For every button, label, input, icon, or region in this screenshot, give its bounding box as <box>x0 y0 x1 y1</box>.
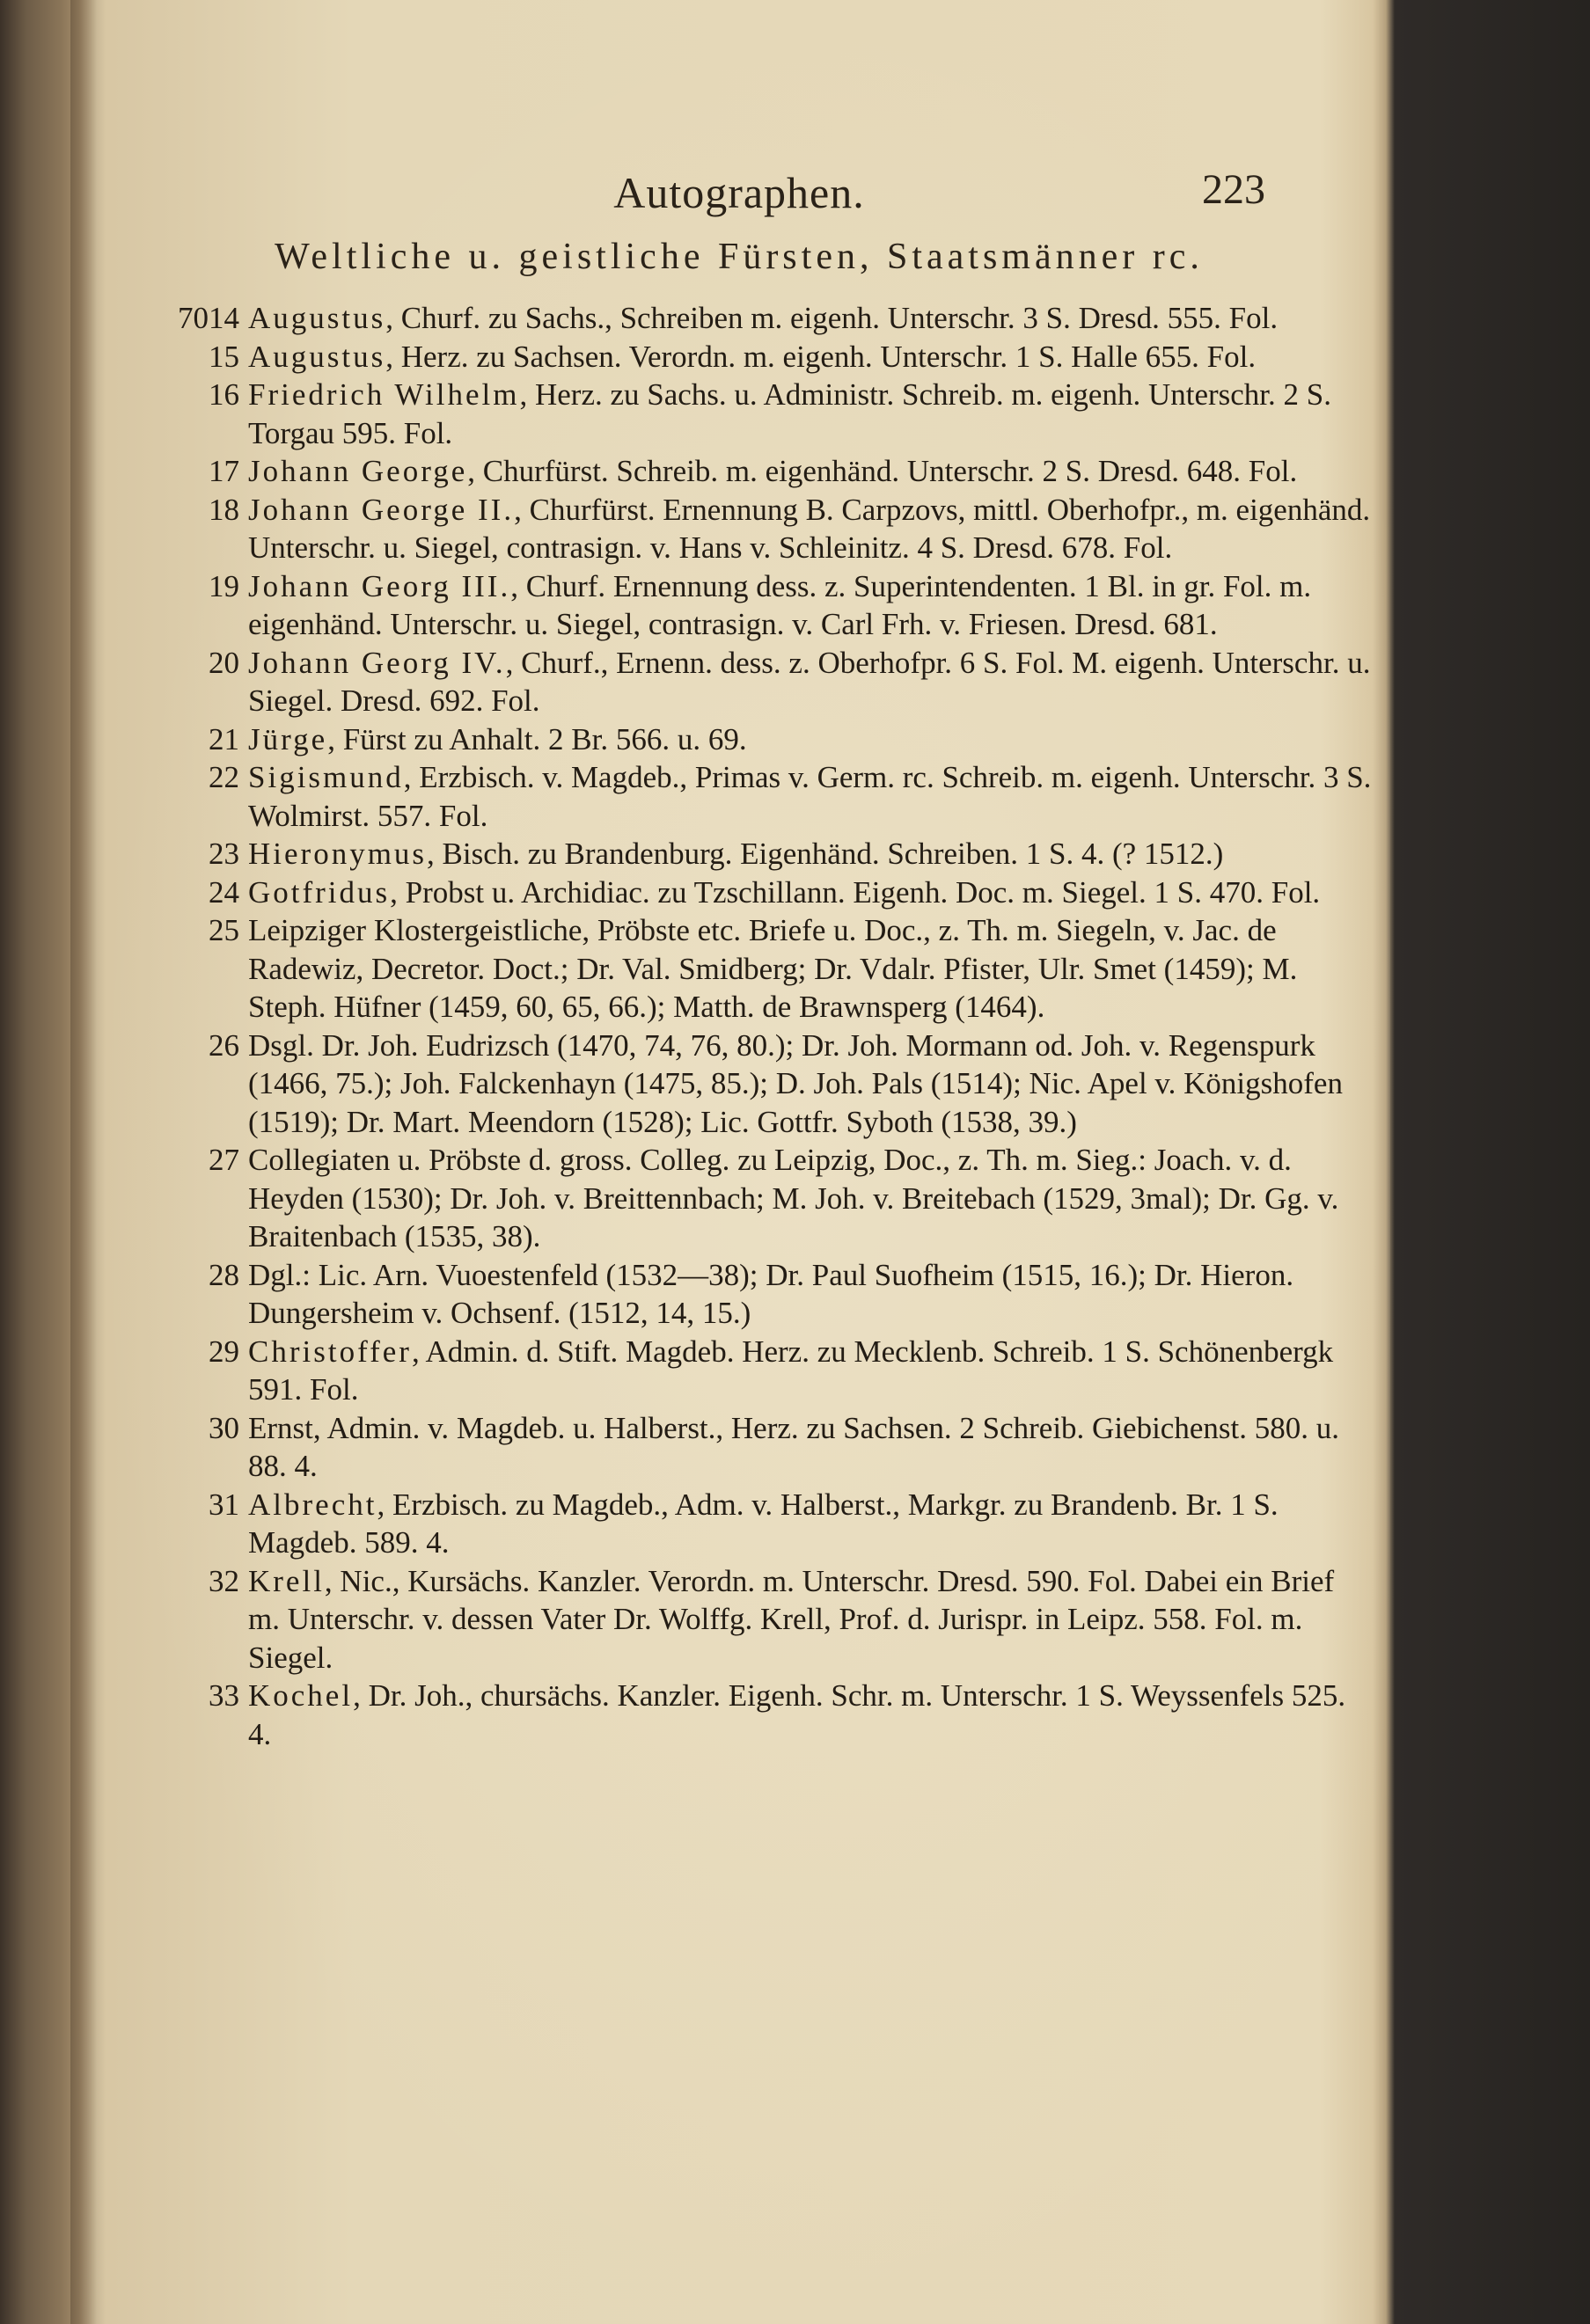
entry-number: 19 <box>209 568 239 603</box>
entry-lead: Sigismund <box>248 760 404 794</box>
entry-lead: Albrecht <box>248 1487 377 1522</box>
entry-number: 24 <box>209 874 239 910</box>
entry-number: 29 <box>209 1334 239 1369</box>
catalog-entry <box>194 1256 1373 1333</box>
entry-number: 25 <box>209 913 239 947</box>
entry-text: , Erzbisch. v. Magdeb., Primas v. Germ. rc. Schreib. m. eigenh. Unterschr. 3 S. Wolmirst. 557. Fol. <box>248 760 1372 833</box>
page-number: 223 <box>1202 166 1265 213</box>
entry-number: 33 <box>209 1678 239 1713</box>
catalog-entry <box>194 644 1373 720</box>
catalog-entry <box>194 911 1373 1027</box>
entry-text: , Probst u. Archidiac. zu Tzschillann. Eigenh. Doc. m. Siegel. 1 S. 470. Fol. <box>390 874 1321 910</box>
entry-lead: Jürge <box>248 721 328 756</box>
running-header-title: Autographen. <box>613 168 865 217</box>
entry-text: , Dr. Joh., chursächs. Kanzler. Eigenh. Schr. m. Unterschr. 1 S. Weyssenfels 525. 4. <box>248 1678 1346 1751</box>
entry-text: , Nic., Kursächs. Kanzler. Verordn. m. Unterschr. Dresd. 590. Fol. Dabei ein Brief m. Unterschr. v. dessen Vater Dr. Wolffg. Krell, Prof. d. Jurispr. in Leipz. 558. Fol. m. Siegel. <box>248 1563 1335 1675</box>
entry-text: , Churfürst. Schreib. m. eigenhänd. Unterschr. 2 S. Dresd. 648. Fol. <box>467 454 1298 488</box>
entry-text: , Fürst zu Anhalt. 2 Br. 566. u. 69. <box>327 721 747 756</box>
catalog-entry <box>178 299 1373 338</box>
entry-text: , Churf. Ernennung dess. z. Superintendenten. 1 Bl. in gr. Fol. m. eigenhänd. Unterschr. u. Siegel, contrasign. v. Carl Frh. v. Friesen. Dresd. 681. <box>248 568 1312 641</box>
entry-lead: Johann George II. <box>248 492 515 527</box>
catalog-entry <box>194 338 1373 376</box>
entry-lead: Johann Georg IV. <box>248 645 506 680</box>
entry-number: 20 <box>209 645 239 680</box>
section-heading: Weltliche u. geistliche Fürsten, Staatsmänner rc. <box>275 237 1204 277</box>
catalog-entry <box>194 452 1373 491</box>
entry-text: , Admin. d. Stift. Magdeb. Herz. zu Mecklenb. Schreib. 1 S. Schönenbergk 591. Fol. <box>248 1334 1334 1407</box>
catalog-entry <box>194 1486 1373 1562</box>
entry-lead: Augustus <box>248 339 386 374</box>
entry-text: , Erzbisch. zu Magdeb., Adm. v. Halberst., Markgr. zu Brandenb. Br. 1 S. Magdeb. 589. 4. <box>248 1487 1279 1560</box>
entry-lead: Christoffer <box>248 1334 412 1369</box>
entry-number: 23 <box>209 837 239 871</box>
entry-number: 22 <box>209 760 239 794</box>
entry-lead: Augustus <box>248 301 386 335</box>
entry-lead: Krell <box>248 1563 325 1598</box>
entry-number: 28 <box>209 1257 239 1292</box>
entry-number: 21 <box>209 721 239 756</box>
catalog-entry <box>194 1409 1373 1486</box>
entry-number: 30 <box>209 1410 239 1445</box>
catalog-entry <box>194 720 1373 759</box>
entry-number: 32 <box>209 1563 239 1598</box>
entry-text: , Herz. zu Sachsen. Verordn. m. eigenh. Unterschr. 1 S. Halle 655. Fol. <box>385 339 1257 374</box>
entry-lead: Friedrich Wilhelm <box>248 377 520 412</box>
catalog-entry <box>194 376 1373 452</box>
entry-text: , Bisch. zu Brandenburg. Eigenhänd. Schreiben. 1 S. 4. (? 1512.) <box>427 837 1224 871</box>
entry-lead: Johann Georg III. <box>248 568 511 603</box>
entry-number: 15 <box>209 339 239 374</box>
entry-number: 31 <box>209 1487 239 1522</box>
entry-text: Dsgl. Dr. Joh. Eudrizsch (1470, 74, 76, 80.); Dr. Joh. Mormann od. Joh. v. Regenspurk (1466, 75.); Joh. Falckenhayn (1475, 85.); D. Joh. Pals (1514); Nic. Apel v. Königshofen (1519); Dr. Mart. Meendorn (1528); Lic. Gottfr. Syboth (1538, 39.) <box>248 1027 1343 1139</box>
entry-lead: Gotfridus <box>248 874 391 910</box>
entry-number: 26 <box>209 1027 239 1063</box>
catalog-entry <box>194 1677 1373 1753</box>
entry-text: Collegiaten u. Pröbste d. gross. Colleg. zu Leipzig, Doc., z. Th. m. Sieg.: Joach. v. d. Heyden (1530); Dr. Joh. v. Breittennbach; M. Joh. v. Breitebach (1529, 3mal); Dr. Gg. v. Braitenbach (1535, 38). <box>248 1143 1339 1253</box>
entry-text: , Herz. zu Sachs. u. Administr. Schreib. m. eigenh. Unterschr. 2 S. Torgau 595. Fol. <box>248 377 1331 450</box>
entry-text: , Churfürst. Ernennung B. Carpzovs, mittl. Oberhofpr., m. eigenhänd. Unterschr. u. Siegel, contrasign. v. Hans v. Schleinitz. 4 S. Dresd. 678. Fol. <box>248 492 1371 565</box>
catalog-entry <box>194 758 1373 835</box>
entry-lead: Hieronymus <box>248 837 428 871</box>
catalog-entry <box>194 1333 1373 1409</box>
catalog-entries <box>178 299 1373 1753</box>
catalog-entry <box>194 491 1373 567</box>
entry-lead: Johann George <box>248 454 468 488</box>
entry-text: Leipziger Klostergeistliche, Pröbste etc. Briefe u. Doc., z. Th. m. Siegeln, v. Jac. de Radewiz, Decretor. Doct.; Dr. Val. Smidberg; Dr. Vdalr. Pfister, Ulr. Smet (1459); M. Steph. Hüfner (1459, 60, 65, 66.); Matth. de Brawnsperg (1464). <box>248 913 1298 1024</box>
book-page <box>88 0 1390 2324</box>
catalog-entry <box>194 873 1373 912</box>
catalog-entry <box>194 1141 1373 1256</box>
entry-number: 7014 <box>178 301 239 335</box>
catalog-entry <box>194 567 1373 644</box>
entry-lead: Kochel <box>248 1678 354 1713</box>
entry-text: , Churf., Ernenn. dess. z. Oberhofpr. 6 S. Fol. M. eigenh. Unterschr. u. Siegel. Dresd. 692. Fol. <box>248 645 1371 718</box>
entry-number: 17 <box>209 454 239 488</box>
catalog-entry <box>194 1027 1373 1142</box>
catalog-entry <box>194 835 1373 873</box>
entry-text: , Churf. zu Sachs., Schreiben m. eigenh. Unterschr. 3 S. Dresd. 555. Fol. <box>385 301 1279 335</box>
catalog-entry <box>194 1562 1373 1677</box>
entry-number: 27 <box>209 1143 239 1177</box>
entry-text: Ernst, Admin. v. Magdeb. u. Halberst., Herz. zu Sachsen. 2 Schreib. Giebichenst. 580. u. 88. 4. <box>248 1410 1339 1483</box>
entry-text: Dgl.: Lic. Arn. Vuoestenfeld (1532—38); Dr. Paul Suofheim (1515, 16.); Dr. Hieron. Dungersheim v. Ochsenf. (1512, 14, 15.) <box>248 1257 1294 1330</box>
entry-number: 18 <box>209 492 239 527</box>
entry-number: 16 <box>209 377 239 412</box>
